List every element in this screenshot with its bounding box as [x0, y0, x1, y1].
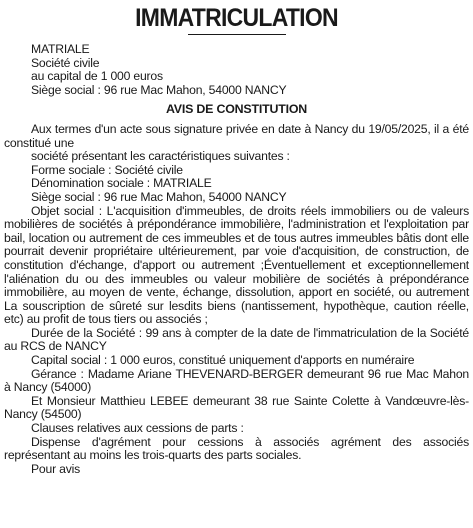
- notice-body: [4, 43, 469, 476]
- company-name: MATRIALE: [31, 42, 90, 56]
- closing-line: Pour avis: [31, 461, 81, 476]
- intro-continuation: société présentant les caractéristiques suivantes :: [31, 149, 290, 164]
- characteristics-block: [4, 150, 469, 204]
- section-title: AVIS DE CONSTITUTION: [165, 102, 308, 117]
- denomination-sociale: Dénomination sociale : MATRIALE: [31, 176, 212, 191]
- capital-social: Capital social : 1 000 euros, constitué uniquement d'apports en numéraire: [31, 353, 415, 368]
- page-title: IMMATRICULATION: [135, 4, 338, 32]
- agrement-clause: Dispense d'agrément pour cessions à associés agrément des associés représentant au moins les trois-quarts des parts sociales.: [4, 434, 469, 463]
- clauses-cessions: Clauses relatives aux cessions de parts :: [31, 421, 244, 436]
- company-capital: au capital de 1 000 euros: [31, 69, 163, 84]
- duree-societe: Durée de la Société : 99 ans à compter de la date de l'immatriculation de la Société au RCS de NANCY: [4, 325, 469, 354]
- gerance: Gérance : Madame Ariane THEVENARD-BERGER demeurant 96 rue Mac Mahon à Nancy (54000): [4, 366, 469, 395]
- forme-sociale: Forme sociale : Société civile: [31, 162, 183, 177]
- objet-social: Objet social : L'acquisition d'immeubles, de droits réels immobiliers ou de valeurs mobilières de sociétés à prépondérance immobilière, l'administration et l'exploitation par bail, location ou autrement de ces immeubles et de tous autres immeubles bâtis dont elle pourrait devenir propriétaire ultérieurement, par voie d'acquisition, de construction, de constitution d'échange, d'apport ou autrement ;Éventuellement et exceptionnellement l'aliénation du ou des immeubles ou valeur mobilière de sociétés à prépondérance immobilière, au moyen de vente, échange, dissolution, apport en société, ou autrement La souscription de sûreté sur lesdits biens (nantissement, hypothèque, caution réelle, etc) au profit de tous tiers ou associés ;: [4, 203, 469, 327]
- company-seat: Siège social : 96 rue Mac Mahon, 54000 NANCY: [31, 82, 287, 97]
- title-underline: [188, 34, 286, 35]
- siege-social: Siège social : 96 rue Mac Mahon, 54000 NANCY: [31, 189, 287, 204]
- gerance-second-manager: Et Monsieur Matthieu LEBEE demeurant 38 rue Sainte Colette à Vandœuvre-lès-Nancy (54500): [4, 393, 469, 422]
- company-block: [4, 43, 469, 97]
- company-form: Société civile: [31, 55, 100, 70]
- intro-paragraph: Aux termes d'un acte sous signature privée en date à Nancy du 19/05/2025, il a été constitué une: [4, 121, 469, 150]
